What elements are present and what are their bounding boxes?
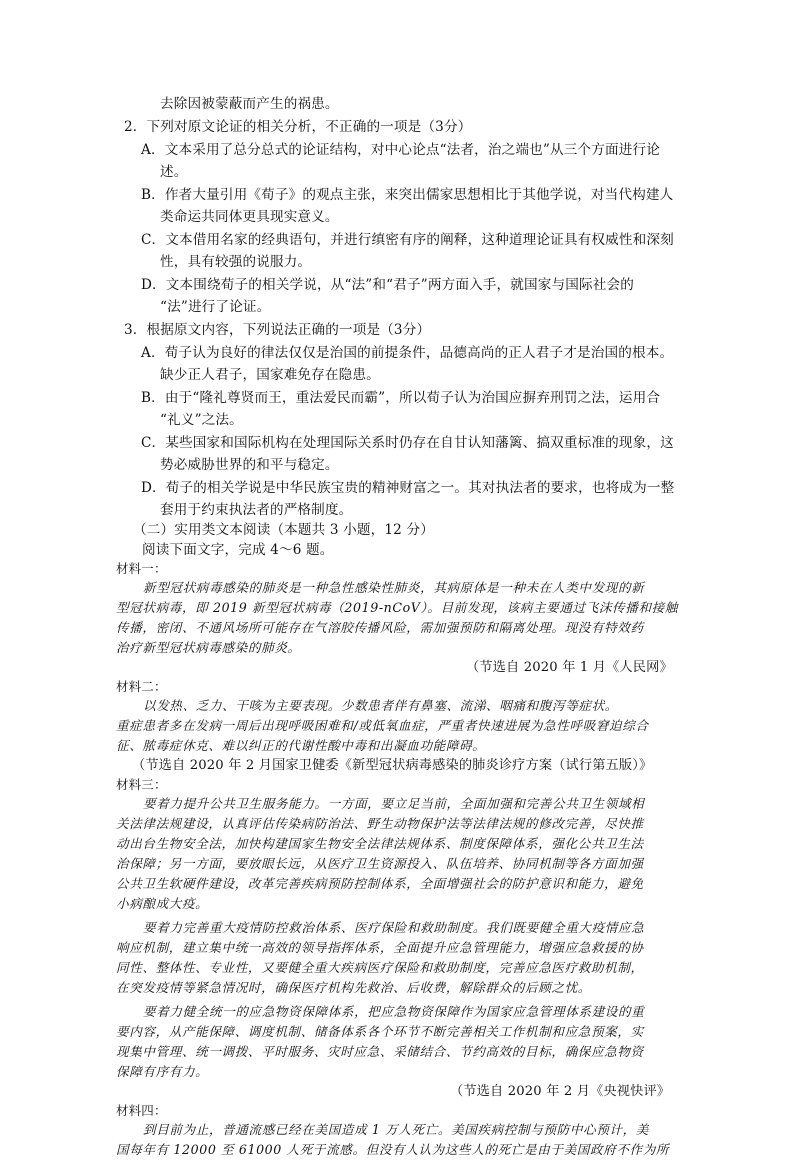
question-2-stem: 2．下列对原文论证的相关分析，不正确的一项是（3分） (124, 119, 472, 135)
material-3-line: 保障有序有力。 (116, 1064, 209, 1079)
material-4-line: 到目前为止，普通流感已经在美国造成 1 万人死亡。美国疾病控制与预防中心预计，美 (143, 1122, 649, 1137)
question-3-option-c: C．某些国家和国际机构在处理国际关系时仍存在自甘认知藩篱、搞双重标准的现象，这 (141, 435, 674, 451)
question-3-option-a-cont: 缺少正人君子，国家难免存在隐患。 (160, 367, 380, 383)
material-2-line: 重症患者多在发病一周后出现呼吸困难和/或低氧血症，严重者快速进展为急性呼吸窘迫综合 (116, 718, 649, 733)
question-3-option-a: A．荀子认为良好的律法仅仅是治国的前提条件，品德高尚的正人君子才是治国的根本。 (141, 345, 674, 361)
material-3-line: 在突发疫情等紧急情况时，确保医疗机构先救治、后收费，解除群众的后顾之忧。 (116, 980, 591, 995)
material-3-line: 治保障；另一方面，要放眼长远，从医疗卫生资源投入、队伍培养、协同机制等各方面加强 (116, 856, 644, 871)
material-3-line: 同性、整体性、专业性，又要健全重大疾病医疗保险和救助制度，完善应急医疗救助机制， (116, 960, 644, 975)
question-3-option-c-cont: 势必威胁世界的和平与稳定。 (160, 457, 339, 473)
material-1-source: （节选自 2020 年 1 月《人民网》 (466, 660, 673, 675)
question-2-option-a-cont: 述。 (160, 164, 188, 180)
question-3-option-d-cont: 套用于约束执法者的严格制度。 (160, 502, 353, 518)
question-2-option-d-cont: “法”进行了论证。 (160, 299, 271, 315)
material-3-line: 要着力完善重大疫情防控救治体系、医疗保险和救助制度。我们既要健全重大疫情应急 (143, 920, 645, 935)
question-2-option-a: A．文本采用了总分总式的论证结构，对中心论点“法者，治之端也”从三个方面进行论 (141, 142, 660, 158)
material-1-line: 治疗新型冠状病毒感染的肺炎。 (116, 640, 301, 655)
material-3-line: 小病酿成大疫。 (116, 896, 209, 911)
material-3-line: 响应机制，建立集中统一高效的领导指挥体系，全面提升应急管理能力，增强应急救援的协 (116, 940, 644, 955)
material-3-line: 要着力提升公共卫生服务能力。一方面，要立足当前，全面加强和完善公共卫生领域相 (143, 796, 645, 811)
material-3-label: 材料三： (116, 777, 167, 792)
question-2-option-c: C．文本借用名家的经典语句，并进行缜密有序的阐释，这种道理论证具有权威性和深刻 (141, 232, 674, 248)
material-1-line: 新型冠状病毒感染的肺炎是一种急性感染性肺炎，其病原体是一种未在人类中发现的新 (143, 580, 645, 595)
material-3-line: 要内容，从产能保障、调度机制、储备体系各个环节不断完善相关工作机制和应急预案，实 (116, 1024, 644, 1039)
question-2-option-b: B．作者大量引用《荀子》的观点主张，来突出儒家思想相比于其他学说，对当代构建人 (141, 187, 674, 203)
section-2-instruction: 阅读下面文字，完成 4～6 题。 (142, 542, 334, 558)
material-3-line: 现集中管理、统一调拨、平时服务、灾时应急、采储结合、节约高效的目标，确保应急物资 (116, 1044, 644, 1059)
material-3-line: 动出台生物安全法，加快构建国家生物安全法律法规体系、制度保障体系，强化公共卫生法 (116, 836, 644, 851)
material-2-line: 以发热、乏力、干咳为主要表现。少数患者伴有鼻塞、流涕、咽痛和腹泻等症状。 (143, 698, 618, 713)
question-3-option-b-cont: “礼义”之法。 (160, 412, 243, 428)
question-2-option-d: D．文本围绕荀子的相关学说，从“法”和“君子”两方面入手，就国家与国际社会的 (141, 277, 634, 293)
material-2-label: 材料二： (116, 679, 167, 694)
material-4-line: 国每年有 12000 至 61000 人死于流感。但没有人认为这些人的死亡是由于美国政府不作为所 (116, 1142, 670, 1157)
material-2-source: （节选自 2020 年 2 月国家卫健委《新型冠状病毒感染的肺炎诊疗方案（试行第五版）》 (132, 758, 653, 773)
material-1-line: 型冠状病毒，即 2019 新型冠状病毒（2019-nCoV）。目前发现，该病主要通过飞沫传播和接触 (116, 600, 679, 615)
material-3-line: 公共卫生软硬件建设，改革完善疾病预防控制体系，全面增强社会的防护意识和能力，避免 (116, 876, 644, 891)
question-2-option-c-cont: 性，具有较强的说服力。 (160, 254, 312, 270)
section-2-title: （二）实用类文本阅读（本题共 3 小题，12 分） (133, 522, 434, 538)
question-2-option-b-cont: 类命运共同体更具现实意义。 (160, 209, 339, 225)
material-4-label: 材料四： (116, 1103, 167, 1118)
material-3-line: 关法律法规建设，认真评估传染病防治法、野生动物保护法等法律法规的修改完善，尽快推 (116, 816, 644, 831)
material-2-line: 征、脓毒症休克、难以纠正的代谢性酸中毒和出凝血功能障碍。 (116, 738, 486, 753)
question-3-option-d: D．荀子的相关学说是中华民族宝贵的精神财富之一。其对执法者的要求，也将成为一整 (141, 480, 675, 496)
q1d-continuation: 去除因被蒙蔽而产生的祸患。 (160, 96, 339, 112)
material-3-line: 要着力健全统一的应急物资保障体系，把应急物资保障作为国家应急管理体系建设的重 (143, 1004, 645, 1019)
material-1-label: 材料一： (116, 561, 167, 576)
question-3-stem: 3．根据原文内容，下列说法正确的一项是（3分） (124, 322, 431, 338)
material-3-source: （节选自 2020 年 2 月《央视快评》 (450, 1084, 671, 1099)
material-1-line: 传播，密闭、不通风场所可能存在气溶胶传播风险，需加强预防和隔离处理。现没有特效药 (116, 620, 644, 635)
question-3-option-b: B．由于“隆礼尊贤而王，重法爱民而霸”，所以荀子认为治国应摒弃刑罚之法，运用合 (141, 390, 661, 406)
